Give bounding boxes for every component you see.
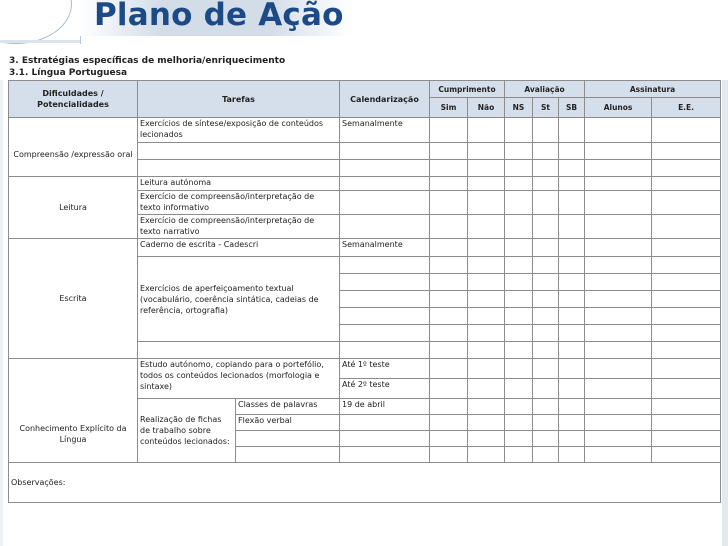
check-cell[interactable] — [468, 177, 505, 191]
calendar-cell[interactable] — [340, 342, 430, 359]
check-cell[interactable] — [559, 342, 585, 359]
signature-cell[interactable] — [585, 118, 652, 143]
task-cell[interactable] — [138, 342, 340, 359]
header-st: St — [533, 98, 559, 118]
signature-cell[interactable] — [652, 191, 721, 215]
subsection-heading: 3.1. Língua Portuguesa — [9, 68, 128, 78]
check-cell[interactable] — [430, 379, 468, 399]
page-title: Plano de Ação — [94, 0, 344, 33]
check-cell[interactable] — [430, 239, 468, 257]
check-cell[interactable] — [559, 379, 585, 399]
task-cell[interactable] — [138, 143, 340, 160]
check-cell[interactable] — [430, 359, 468, 379]
check-cell[interactable] — [559, 274, 585, 291]
category-compreensao: Compreensão /expressão oral — [9, 118, 138, 177]
check-cell[interactable] — [468, 325, 505, 342]
signature-cell[interactable] — [652, 118, 721, 143]
calendar-cell: Até 1º teste — [340, 359, 430, 379]
check-cell[interactable] — [559, 191, 585, 215]
check-cell[interactable] — [468, 257, 505, 274]
check-cell[interactable] — [430, 325, 468, 342]
header-alunos: Alunos — [585, 98, 652, 118]
header-tarefas: Tarefas — [138, 81, 340, 118]
task-cell: Estudo autónomo, copiando para o portefólio, todos os conteúdos lecionados (morfologia e sintaxe) — [138, 359, 340, 399]
check-cell[interactable] — [430, 177, 468, 191]
subtask-cell: Flexão verbal — [236, 415, 340, 431]
check-cell[interactable] — [505, 160, 533, 177]
calendar-cell[interactable] — [340, 447, 430, 463]
check-cell[interactable] — [533, 399, 559, 415]
check-cell[interactable] — [505, 215, 533, 239]
action-plan-table — [8, 80, 721, 503]
check-cell[interactable] — [468, 379, 505, 399]
check-cell[interactable] — [533, 447, 559, 463]
check-cell[interactable] — [533, 257, 559, 274]
calendar-cell[interactable] — [340, 308, 430, 325]
signature-cell[interactable] — [652, 274, 721, 291]
check-cell[interactable] — [559, 118, 585, 143]
check-cell[interactable] — [505, 359, 533, 379]
check-cell[interactable] — [430, 274, 468, 291]
check-cell[interactable] — [559, 239, 585, 257]
check-cell[interactable] — [468, 143, 505, 160]
check-cell[interactable] — [468, 274, 505, 291]
check-cell[interactable] — [505, 177, 533, 191]
signature-cell[interactable] — [585, 325, 652, 342]
check-cell[interactable] — [533, 160, 559, 177]
calendar-cell[interactable] — [340, 291, 430, 308]
check-cell[interactable] — [533, 325, 559, 342]
check-cell[interactable] — [559, 359, 585, 379]
signature-cell[interactable] — [652, 447, 721, 463]
task-cell: Exercício de compreensão/interpretação de texto informativo — [138, 191, 340, 215]
check-cell[interactable] — [505, 257, 533, 274]
signature-cell[interactable] — [585, 215, 652, 239]
signature-cell[interactable] — [652, 342, 721, 359]
check-cell[interactable] — [430, 308, 468, 325]
check-cell[interactable] — [430, 257, 468, 274]
subtask-cell[interactable] — [236, 431, 340, 447]
check-cell[interactable] — [559, 291, 585, 308]
check-cell[interactable] — [533, 274, 559, 291]
header-ns: NS — [505, 98, 533, 118]
decorative-line — [0, 40, 80, 43]
check-cell[interactable] — [505, 431, 533, 447]
signature-cell[interactable] — [652, 291, 721, 308]
signature-cell[interactable] — [585, 274, 652, 291]
check-cell[interactable] — [505, 191, 533, 215]
header-cumprimento: Cumprimento — [430, 81, 505, 98]
signature-cell[interactable] — [585, 177, 652, 191]
signature-cell[interactable] — [652, 215, 721, 239]
task-cell: Exercícios de aperfeiçoamento textual (vocabulário, coerência sintática, cadeias de referência, ortografia) — [138, 257, 340, 342]
task-cell: Caderno de escrita - Cadescri — [138, 239, 340, 257]
signature-cell[interactable] — [585, 191, 652, 215]
check-cell[interactable] — [505, 291, 533, 308]
signature-cell[interactable] — [652, 160, 721, 177]
check-cell[interactable] — [468, 160, 505, 177]
signature-cell[interactable] — [585, 239, 652, 257]
header-avaliacao: Avaliação — [505, 81, 585, 98]
check-cell[interactable] — [533, 291, 559, 308]
check-cell[interactable] — [559, 308, 585, 325]
check-cell[interactable] — [468, 291, 505, 308]
calendar-cell: Semanalmente — [340, 118, 430, 143]
signature-cell[interactable] — [652, 257, 721, 274]
calendar-cell[interactable] — [340, 177, 430, 191]
check-cell[interactable] — [505, 239, 533, 257]
check-cell[interactable] — [505, 415, 533, 431]
header-nao: Não — [468, 98, 505, 118]
check-cell[interactable] — [430, 415, 468, 431]
calendar-cell[interactable] — [340, 143, 430, 160]
check-cell[interactable] — [430, 191, 468, 215]
signature-cell[interactable] — [585, 399, 652, 415]
check-cell[interactable] — [533, 308, 559, 325]
check-cell[interactable] — [505, 379, 533, 399]
left-edge-shadow — [0, 80, 3, 546]
section-heading: 3. Estratégias específicas de melhoria/enriquecimento — [9, 56, 286, 66]
subtask-cell[interactable] — [236, 447, 340, 463]
check-cell[interactable] — [533, 431, 559, 447]
check-cell[interactable] — [468, 342, 505, 359]
check-cell[interactable] — [430, 431, 468, 447]
signature-cell[interactable] — [585, 431, 652, 447]
check-cell[interactable] — [505, 118, 533, 143]
signature-cell[interactable] — [652, 308, 721, 325]
calendar-cell: 19 de abril — [340, 399, 430, 415]
check-cell[interactable] — [468, 359, 505, 379]
task-cell[interactable] — [138, 160, 340, 177]
check-cell[interactable] — [559, 431, 585, 447]
task-cell: Exercício de compreensão/interpretação de texto narrativo — [138, 215, 340, 239]
check-cell[interactable] — [430, 399, 468, 415]
subtask-cell: Classes de palavras — [236, 399, 340, 415]
check-cell[interactable] — [505, 342, 533, 359]
category-conhecimento: Conhecimento Explícito da Língua — [9, 359, 138, 463]
right-edge-shadow — [722, 80, 728, 546]
check-cell[interactable] — [468, 215, 505, 239]
signature-cell[interactable] — [585, 160, 652, 177]
check-cell[interactable] — [533, 191, 559, 215]
check-cell[interactable] — [533, 379, 559, 399]
check-cell[interactable] — [533, 118, 559, 143]
check-cell[interactable] — [559, 143, 585, 160]
signature-cell[interactable] — [652, 359, 721, 379]
calendar-cell[interactable] — [340, 415, 430, 431]
signature-cell[interactable] — [585, 143, 652, 160]
observacoes-cell[interactable]: Observações: — [9, 463, 721, 503]
check-cell[interactable] — [430, 118, 468, 143]
check-cell[interactable] — [505, 308, 533, 325]
calendar-cell[interactable] — [340, 431, 430, 447]
task-cell: Leitura autónoma — [138, 177, 340, 191]
signature-cell[interactable] — [585, 257, 652, 274]
check-cell[interactable] — [430, 143, 468, 160]
check-cell[interactable] — [559, 257, 585, 274]
check-cell[interactable] — [468, 431, 505, 447]
check-cell[interactable] — [468, 308, 505, 325]
decorative-frame — [0, 0, 81, 44]
signature-cell[interactable] — [652, 239, 721, 257]
check-cell[interactable] — [559, 160, 585, 177]
check-cell[interactable] — [468, 447, 505, 463]
check-cell[interactable] — [505, 143, 533, 160]
calendar-cell: Semanalmente — [340, 239, 430, 257]
check-cell[interactable] — [559, 177, 585, 191]
header-assinatura: Assinatura — [585, 81, 721, 98]
task-cell: Exercícios de síntese/exposição de conteúdos lecionados — [138, 118, 340, 143]
check-cell[interactable] — [468, 191, 505, 215]
signature-cell[interactable] — [585, 415, 652, 431]
check-cell[interactable] — [559, 447, 585, 463]
signature-cell[interactable] — [585, 308, 652, 325]
category-leitura: Leitura — [9, 177, 138, 239]
check-cell[interactable] — [430, 291, 468, 308]
signature-cell[interactable] — [652, 177, 721, 191]
check-cell[interactable] — [559, 215, 585, 239]
task-cell: Realização de fichas de trabalho sobre conteúdos lecionados: — [138, 399, 236, 463]
signature-cell[interactable] — [652, 431, 721, 447]
check-cell[interactable] — [533, 143, 559, 160]
header-dificuldades: Dificuldades / Potencialidades — [9, 81, 138, 118]
check-cell[interactable] — [559, 325, 585, 342]
calendar-cell[interactable] — [340, 215, 430, 239]
check-cell[interactable] — [533, 415, 559, 431]
signature-cell[interactable] — [585, 342, 652, 359]
calendar-cell[interactable] — [340, 160, 430, 177]
signature-cell[interactable] — [585, 379, 652, 399]
header-sb: SB — [559, 98, 585, 118]
header-calendarizacao: Calendarização — [340, 81, 430, 118]
check-cell[interactable] — [505, 274, 533, 291]
check-cell[interactable] — [468, 239, 505, 257]
check-cell[interactable] — [559, 399, 585, 415]
check-cell[interactable] — [559, 415, 585, 431]
check-cell[interactable] — [533, 359, 559, 379]
calendar-cell[interactable] — [340, 257, 430, 274]
check-cell[interactable] — [533, 239, 559, 257]
check-cell[interactable] — [505, 325, 533, 342]
check-cell[interactable] — [430, 160, 468, 177]
check-cell[interactable] — [468, 399, 505, 415]
signature-cell[interactable] — [585, 359, 652, 379]
check-cell[interactable] — [430, 215, 468, 239]
signature-cell[interactable] — [652, 143, 721, 160]
check-cell[interactable] — [468, 118, 505, 143]
check-cell[interactable] — [533, 215, 559, 239]
check-cell[interactable] — [430, 342, 468, 359]
header-ee: E.E. — [652, 98, 721, 118]
check-cell[interactable] — [505, 447, 533, 463]
check-cell[interactable] — [533, 342, 559, 359]
header-sim: Sim — [430, 98, 468, 118]
calendar-cell: Até 2º teste — [340, 379, 430, 399]
check-cell[interactable] — [505, 399, 533, 415]
calendar-cell[interactable] — [340, 191, 430, 215]
check-cell[interactable] — [468, 415, 505, 431]
signature-cell[interactable] — [652, 415, 721, 431]
calendar-cell[interactable] — [340, 274, 430, 291]
signature-cell[interactable] — [652, 399, 721, 415]
signature-cell[interactable] — [585, 447, 652, 463]
check-cell[interactable] — [430, 447, 468, 463]
signature-cell[interactable] — [652, 379, 721, 399]
check-cell[interactable] — [533, 177, 559, 191]
signature-cell[interactable] — [652, 325, 721, 342]
category-escrita: Escrita — [9, 239, 138, 359]
signature-cell[interactable] — [585, 291, 652, 308]
calendar-cell[interactable] — [340, 325, 430, 342]
